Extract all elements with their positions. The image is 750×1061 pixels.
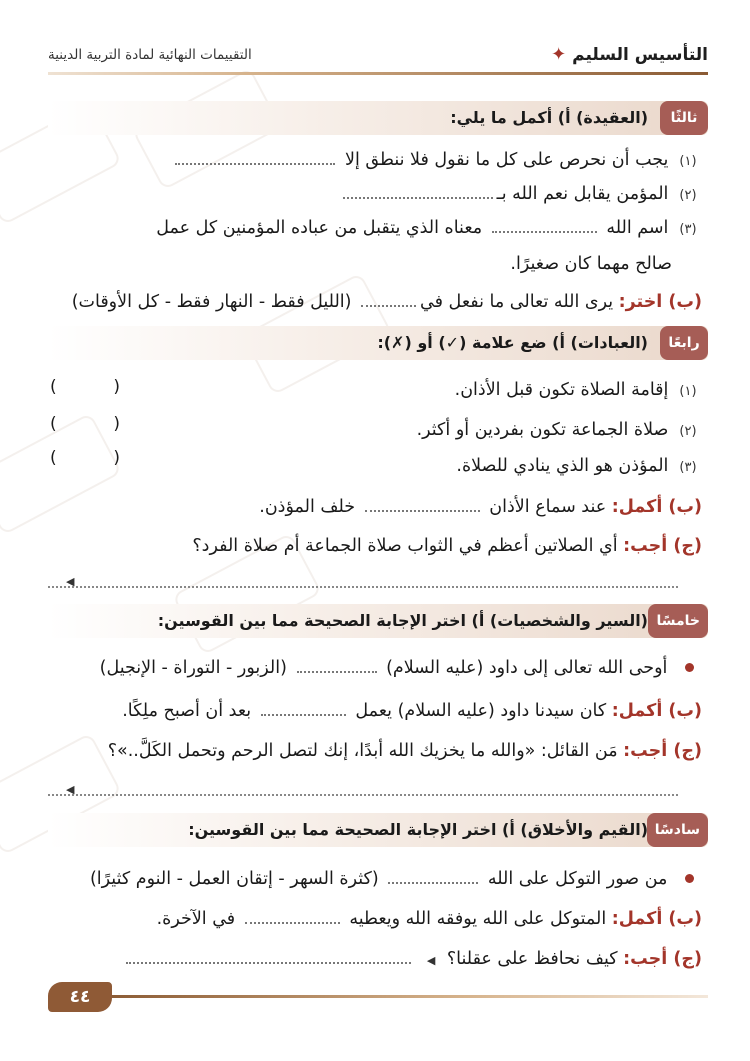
section-5-tag: خامسًا: [648, 604, 708, 638]
answer-blank[interactable]: [343, 183, 493, 199]
s3-q3: (٣) اسم الله معناه الذي يتقبل من عباده المؤمنين كل عمل: [156, 218, 697, 238]
bullet-icon: [685, 874, 694, 883]
s3-q2: (٢) المؤمن يقابل نعم الله بـ: [339, 180, 702, 210]
answer-blank[interactable]: [492, 217, 597, 233]
s4-q2: (٢) صلاة الجماعة تكون بفردين أو أكثر.: [416, 420, 697, 440]
arrow-left-icon: ◀: [66, 575, 75, 588]
section-3-bar: [48, 101, 708, 135]
section-5-bar: [48, 604, 708, 638]
answer-blank[interactable]: [388, 868, 478, 884]
answer-blank[interactable]: [126, 948, 411, 964]
section-4-title: (العبادات) أ) ضع علامة (✓) أو (✗):: [377, 333, 648, 352]
answer-line[interactable]: [48, 794, 678, 796]
section-4-tag: رابعًا: [660, 326, 708, 360]
answer-blank[interactable]: [245, 908, 340, 924]
answer-blank[interactable]: [261, 700, 346, 716]
section-6-title: (القيم والأخلاق) أ) اختر الإجابة الصحيحة مما بين القوسين:: [188, 820, 648, 839]
header-divider: [48, 72, 708, 75]
bullet-icon: [685, 663, 694, 672]
s5-complete: (ب) أكمل: كان سيدنا داود (عليه السلام) يعمل بعد أن أصبح ملِكًا.: [122, 701, 702, 721]
logo-mark-icon: ✦: [551, 44, 567, 65]
footer-divider: [102, 995, 708, 998]
s4-answer: (ج) أجب: أي الصلاتين أعظم في الثواب صلاة الجماعة أم صلاة الفرد؟: [192, 536, 702, 556]
s3-q3-cont: صالح مهما كان صغيرًا.: [510, 254, 672, 274]
page-header: [48, 40, 708, 78]
section-3-tag: ثالثًا: [660, 101, 708, 135]
s5-choose: أوحى الله تعالى إلى داود (عليه السلام) (الزبور - التوراة - الإنجيل): [100, 654, 702, 682]
section-4-bar: [48, 326, 708, 360]
section-3-title: (العقيدة) أ) أكمل ما يلي:: [450, 108, 648, 127]
s6-answer: (ج) أجب: كيف نحافظ على عقلنا؟ ◀: [122, 945, 702, 975]
s4-q1: (١) إقامة الصلاة تكون قبل الأذان.: [454, 380, 697, 400]
arrow-left-icon: ◀: [426, 954, 436, 967]
s6-choose: من صور التوكل على الله (كثرة السهر - إتقان العمل - النوم كثيرًا): [90, 865, 702, 893]
page-footer: [48, 982, 708, 1012]
s3-q1: (١) يجب أن نحرص على كل ما نقول فلا ننطق إلا: [171, 146, 702, 176]
brand-logo: التأسيس السليم ✦: [551, 44, 708, 65]
answer-blank[interactable]: [361, 291, 416, 307]
arrow-left-icon: ◀: [66, 783, 75, 796]
page-number: ٤٤: [48, 982, 112, 1012]
page-title: التقييمات النهائية لمادة التربية الدينية: [48, 47, 252, 63]
checkmark-box[interactable]: ( ): [50, 448, 120, 468]
answer-line[interactable]: [48, 586, 678, 588]
answer-blank[interactable]: [365, 496, 480, 512]
s5-answer: (ج) أجب: مَن القائل: «والله ما يخزيك الله أبدًا، إنك لتصل الرحم وتحمل الكَلَّ..»؟: [107, 741, 702, 761]
section-5-title: (السير والشخصيات) أ) اختر الإجابة الصحيحة مما بين القوسين:: [157, 611, 648, 630]
answer-blank[interactable]: [297, 657, 377, 673]
section-6-tag: سادسًا: [647, 813, 708, 847]
s4-complete: (ب) أكمل: عند سماع الأذان خلف المؤذن.: [259, 497, 702, 517]
answer-blank[interactable]: [175, 149, 335, 165]
s4-q3: (٣) المؤذن هو الذي ينادي للصلاة.: [456, 456, 697, 476]
section-6-bar: [48, 813, 708, 847]
s3-choose: (ب) اختر: يرى الله تعالى ما نفعل في (الليل فقط - النهار فقط - كل الأوقات): [71, 292, 702, 312]
s6-complete: (ب) أكمل: المتوكل على الله يوفقه الله ويعطيه في الآخرة.: [156, 909, 702, 929]
checkmark-box[interactable]: ( ): [50, 414, 120, 434]
checkmark-box[interactable]: ( ): [50, 377, 120, 397]
